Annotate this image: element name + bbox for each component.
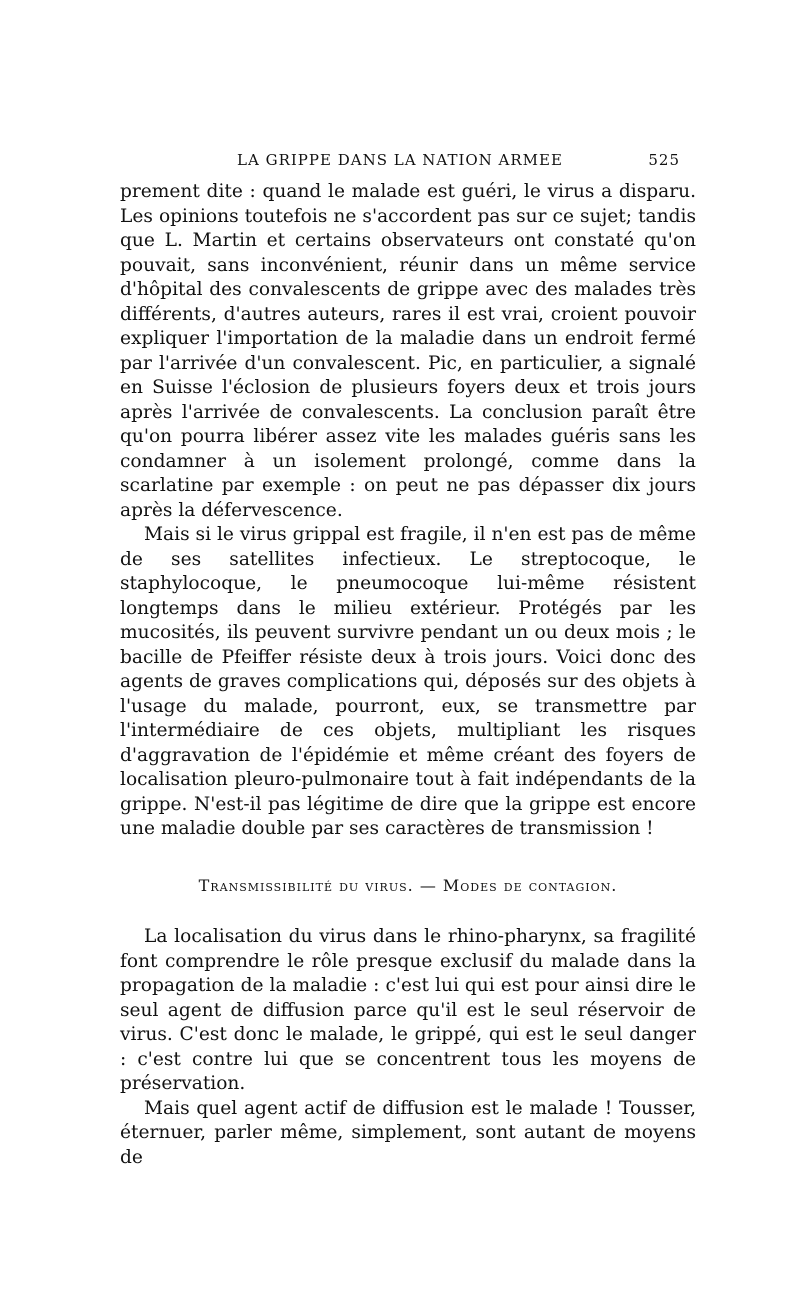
running-header — [120, 148, 680, 172]
paragraph: Mais si le virus grippal est fragile, il n'en est pas de même de ses satellites infectieux. Le streptocoque, le staphylocoque, le pneumocoque lui-même résistent longtemps dans le milieu extérieur. Protégés par les mucosités, ils peuvent survivre pendant un ou deux mois ; le bacille de Pfeiffer résiste deux à trois jours. Voici donc des agents de graves complications qui, déposés sur des objets à l'usage du malade, pourront, eux, se transmettre par l'intermédiaire de ces objets, multipliant les risques d'aggravation de l'épidémie et même créant des foyers de localisation pleuro-pulmonaire tout à fait indépendants de la grippe. N'est-il pas légitime de dire que la grippe est encore une maladie double par ses caractères de transmission ! — [120, 524, 696, 839]
text-block-lower — [120, 925, 696, 1170]
running-title: LA GRIPPE DANS LA NATION ARMEE — [237, 151, 563, 169]
section-heading: Transmissibilité du virus. — Modes de contagion. — [198, 876, 618, 895]
paragraph: La localisation du virus dans le rhino-pharynx, sa fragilité font comprendre le rôle presque exclusif du malade dans la propagation de la maladie : c'est lui qui est pour ainsi dire le seul agent de diffusion parce qu'il est le seul réservoir de virus. C'est donc le malade, le grippé, qui est le seul danger : c'est contre lui que se concentrent tous les moyens de préservation. — [120, 926, 696, 1094]
text-block-upper — [120, 180, 696, 842]
paragraph: prement dite : quand le malade est guéri, le virus a disparu. Les opinions toutefois ne s'accordent pas sur ce sujet; tandis que L. Martin et certains observateurs ont constaté qu'on pouvait, sans inconvénient, réunir dans un même service d'hôpital des convalescents de grippe avec des malades très différents, d'autres auteurs, rares il est vrai, croient pouvoir expliquer l'importation de la maladie dans un endroit fermé par l'arrivée d'un convalescent. Pic, en particulier, a signalé en Suisse l'éclosion de plusieurs foyers deux et trois jours après l'arrivée de convalescents. La conclusion paraît être qu'on pourra libérer assez vite les malades guéris sans les condamner à un isolement prolongé, comme dans la scarlatine par exemple : on peut ne pas dépasser dix jours après la défervescence. — [120, 181, 696, 521]
paragraph: Mais quel agent actif de diffusion est le malade ! Tousser, éternuer, parler même, simplement, sont autant de moyens de — [120, 1097, 696, 1168]
page-number: 525 — [648, 151, 680, 169]
